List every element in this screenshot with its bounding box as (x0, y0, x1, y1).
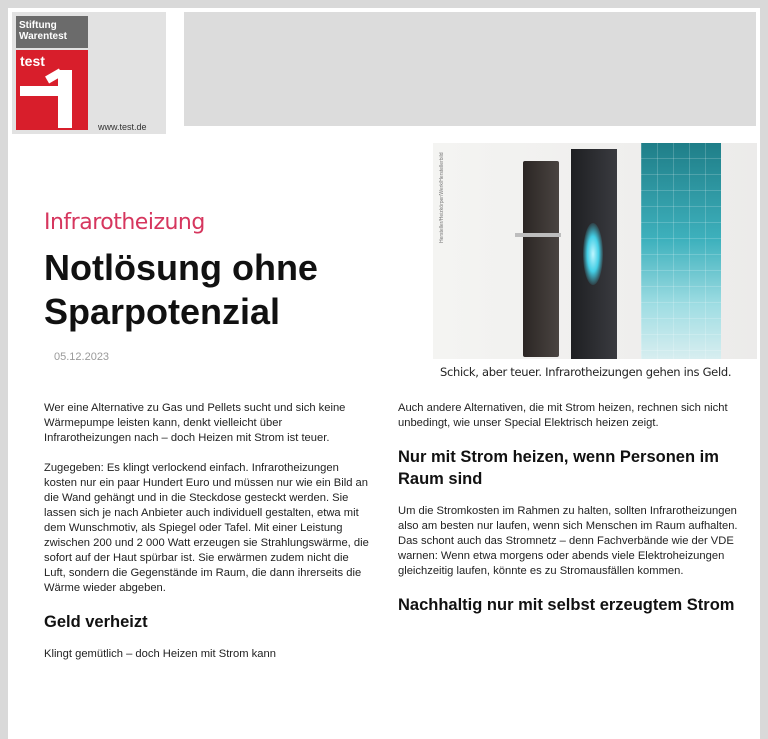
infrared-panel-dark (523, 161, 559, 357)
logo-line2: Warentest (19, 31, 67, 42)
left-column (44, 401, 372, 677)
paragraph: Klingt gemütlich – doch Heizen mit Strom kann (44, 648, 276, 660)
logo-one-bar (20, 86, 64, 96)
logo-one-stem (58, 70, 72, 128)
paragraph: Zugegeben: Es klingt verlockend einfach. Infrarotheizungen kosten nur ein paar Hundert Euro und müssen nur wie ein Bild an die Wand gehängt und in die Steckdose gesteckt werden. Sie lassen sich je nach Anbieter auch individuell gestalten, etwa mit dem Wunschmotiv, als Spiegel oder Tafel. Mit einer Leistung zwischen 200 und 2 000 Watt erzeugen sie Strahlungswärme, die sofort auf der Haut spürbar ist. Sie erwärmen zudem nicht die Luft, sondern die Gegenstände im Raum, die dann ihrerseits die Wärme wieder abgeben. (44, 462, 369, 594)
stiftung-warentest-logo[interactable] (12, 12, 166, 134)
logo-label (16, 16, 88, 48)
article-headline: Notlösung ohne Sparpotenzial (44, 247, 318, 332)
right-column (398, 401, 738, 630)
tile-pattern (641, 143, 721, 359)
infrared-panel-glow (571, 149, 617, 359)
logo-test-mark (16, 50, 88, 130)
image-caption: Schick, aber teuer. Infrarotheizungen gehen ins Geld. (440, 365, 732, 379)
article-page (8, 8, 760, 739)
logo-line1: Stiftung (19, 20, 57, 31)
paragraph: Wer eine Alternative zu Gas und Pellets sucht und sich keine Wärmepumpe leisten kann, denkt vielleicht über Infrarotheizungen nach ‒ doch Heizen mit Strom ist teuer. (44, 402, 346, 444)
towel-rail (515, 233, 561, 237)
article-date: 05.12.2023 (54, 351, 110, 363)
subheading-strom-personen: Nur mit Strom heizen, wenn Personen im Raum sind (398, 448, 719, 488)
panel-glow (583, 223, 603, 285)
article-kicker: Infrarotheizung (44, 210, 205, 235)
image-credit: Hersteller/Heizkörper/Werk/Herstellerbild (439, 152, 445, 243)
subheading-geld-verheizt: Geld verheizt (44, 613, 148, 631)
logo-url: www.test.de (98, 122, 147, 132)
paragraph: Auch andere Alternativen, die mit Strom heizen, rechnen sich nicht unbedingt, wie unser Special Elektrisch heizen zeigt. (398, 402, 728, 429)
logo-word: test (20, 53, 45, 69)
infrared-panel-tiles (641, 143, 721, 359)
paragraph: Um die Stromkosten im Rahmen zu halten, sollten Infrarotheizungen also am besten nur laufen, wenn sich Menschen im Raum aufhalten. Das schont auch das Stromnetz – denn Fachverbände wie der VDE warnen: Wenn etwa morgens oder abends viele Elektroheizungen gleichzeitig laufen, könnte es zu Stromausfällen kommen. (398, 505, 738, 577)
subheading-nachhaltig: Nachhaltig nur mit selbst erzeugtem Strom (398, 596, 735, 614)
header-banner (184, 12, 756, 126)
hero-image (433, 143, 757, 359)
